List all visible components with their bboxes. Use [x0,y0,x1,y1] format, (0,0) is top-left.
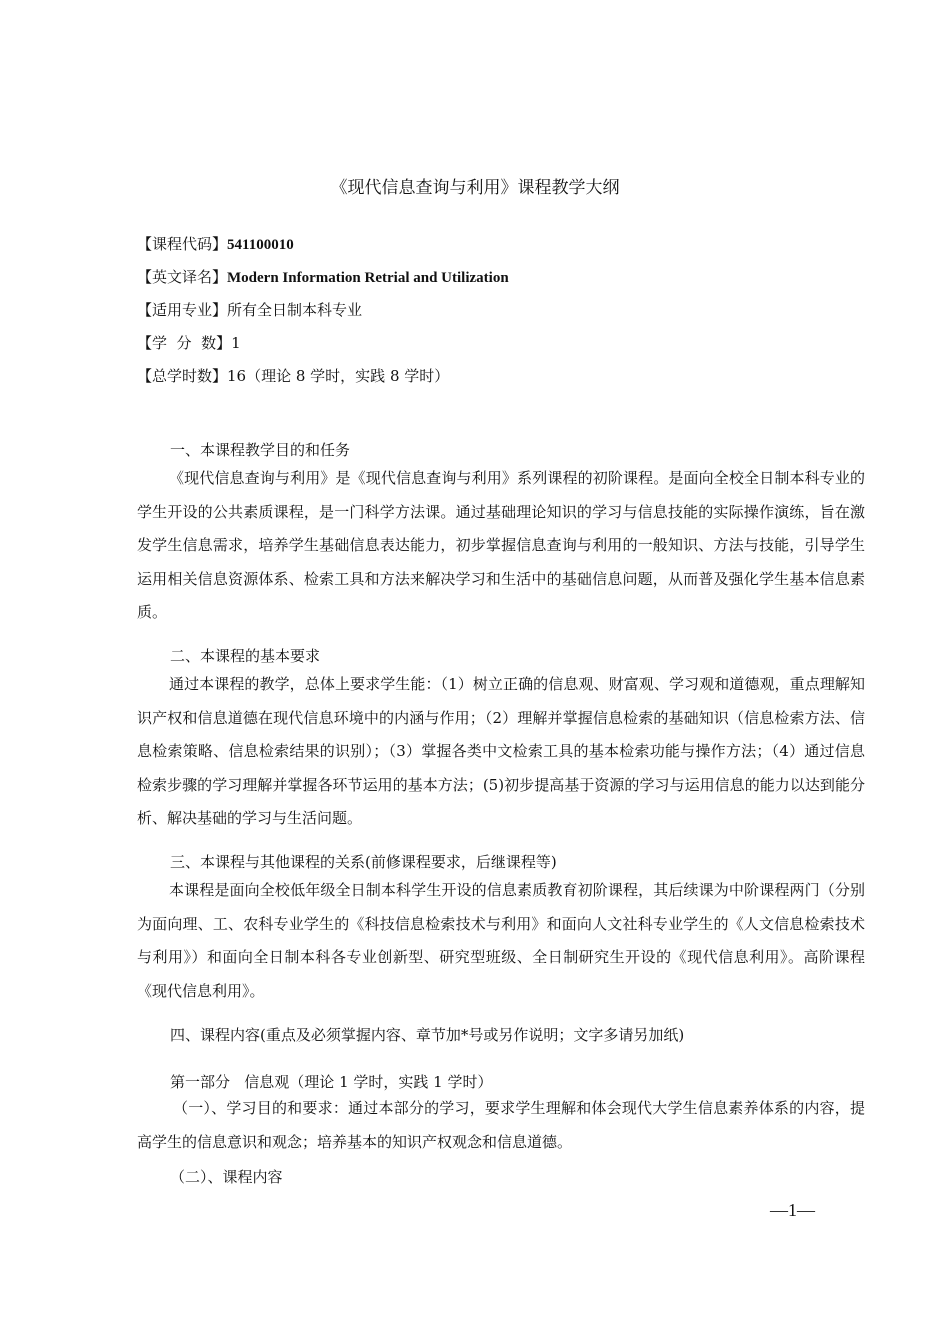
section3-heading: 三、本课程与其他课程的关系(前修课程要求，后继课程等) [170,853,557,871]
section3-body: 本课程是面向全校低年级全日制本科学生开设的信息素质教育初阶课程，其后续课为中阶课程两门（分别为面向理、工、农科专业学生的《科技信息检索技术与利用》和面向人文社科专业学生的《人文信息检索技术与利用》）和面向全日制本科各专业创新型、研究型班级、全日制研究生开设的《现代信息利用》。高阶课程《现代信息利用》。 [137,881,865,1000]
section2-heading: 二、本课程的基本要求 [170,647,321,665]
course-code-value: 541100010 [227,237,294,253]
total-hours-label: 【总学时数】 [137,367,228,385]
credit-row [137,332,867,354]
english-name-label: 【英文译名】 [137,268,228,286]
applicable-major-value: 所有全日制本科专业 [227,301,363,319]
applicable-major-row [137,299,867,321]
section2-body: 通过本课程的教学，总体上要求学生能：（1）树立正确的信息观、财富观、学习观和道德观，重点理解知识产权和信息道德在现代信息环境中的内涵与作用；（2）理解并掌握信息检索的基础知识（信息检索方法、信息检索策略、信息检索结果的识别）；（3）掌握各类中文检索工具的基本检索功能与操作方法；（4）通过信息检索步骤的学习理解并掌握各环节运用的基本方法；(5)初步提高基于资源的学习与运用信息的能力以达到能分析、解决基础的学习与生活问题。 [137,675,865,827]
page-number: —1— [770,1200,815,1220]
document-title: 《现代信息查询与利用》课程教学大纲 [330,178,620,198]
total-hours-value: 16（理论 8 学时，实践 8 学时） [227,367,450,385]
part1-goal: （一）、学习目的和要求：通过本部分的学习，要求学生理解和体会现代大学生信息素养体系的内容，提高学生的信息意识和观念；培养基本的知识产权观念和信息道德。 [137,1099,865,1151]
section1-heading: 一、本课程教学目的和任务 [170,441,351,459]
course-code-row [137,233,867,256]
english-name-value: Modern Information Retrial and Utilization [227,270,509,286]
applicable-major-label: 【适用专业】 [137,301,228,319]
section4-heading: 四、课程内容(重点及必须掌握内容、章节加*号或另作说明；文字多请另加纸) [170,1026,685,1044]
total-hours-row [137,365,867,387]
section1-body: 《现代信息查询与利用》是《现代信息查询与利用》系列课程的初阶课程。是面向全校全日制本科专业的学生开设的公共素质课程，是一门科学方法课。通过基础理论知识的学习与信息技能的实际操作演练，旨在激发学生信息需求，培养学生基础信息表达能力，初步掌握信息查询与利用的一般知识、方法与技能，引导学生运用相关信息资源体系、检索工具和方法来解决学习和生活中的基础信息问题，从而普及强化学生基本信息素质。 [137,469,865,621]
part1-content-heading: （二）、课程内容 [170,1168,283,1186]
english-name-row [137,266,867,289]
part1-title: 第一部分 信息观（理论 1 学时，实践 1 学时） [170,1073,493,1091]
credit-value: 1 [231,334,241,352]
credit-label: 【学 分 数】 [137,334,232,352]
course-code-label: 【课程代码】 [137,235,228,253]
